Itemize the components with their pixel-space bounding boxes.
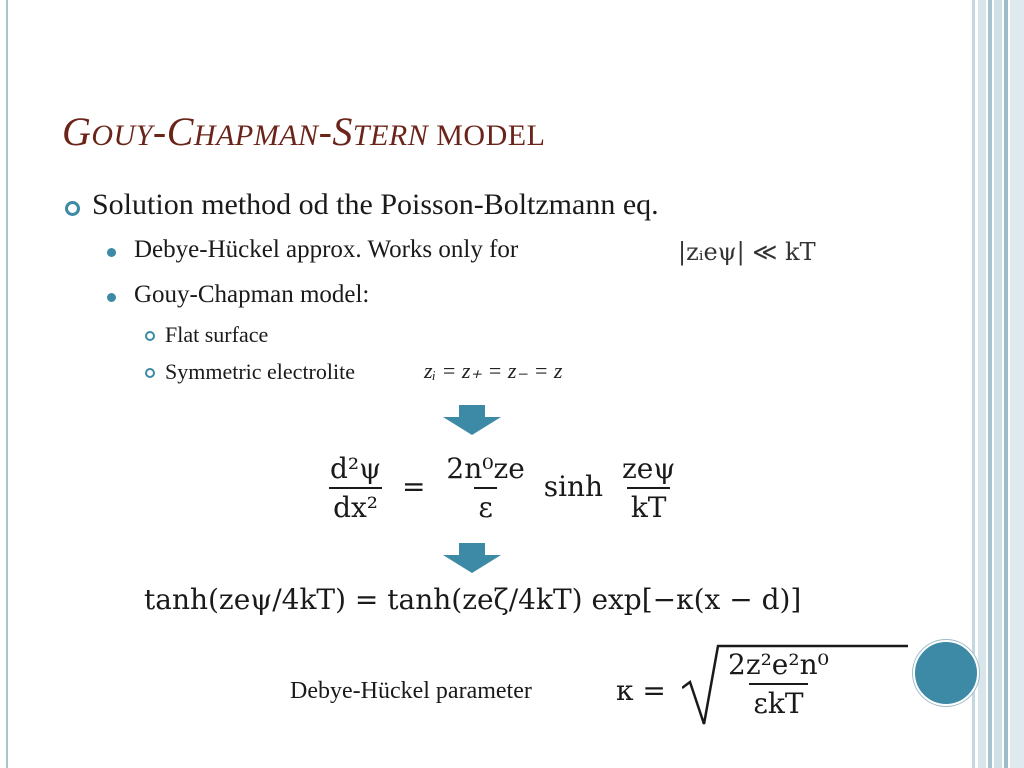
decorative-circle — [913, 640, 979, 706]
bullet-symmetric-electrolite: Symmetric electrolite — [165, 359, 355, 384]
fraction-rhs: $\frac{\text{2n⁰ze}}{\varepsilon}$ — [446, 452, 525, 524]
right-stripe — [1010, 0, 1024, 768]
gouy-chapman-solution-equation: tanh(zeψ/4kT) = tanh(zeζ/4kT) exp[−κ(x − d)] — [144, 583, 802, 616]
ring-bullet-icon — [65, 201, 80, 216]
debye-huckel-parameter-label: Debye-Hückel parameter — [290, 678, 532, 704]
symmetric-formula: zᵢ = z₊ = z₋ = z — [424, 358, 563, 383]
bullet-solution-method: Solution method od the Poisson-Boltzmann eq. — [92, 188, 659, 221]
down-arrow-icon — [443, 405, 501, 435]
right-stripe — [988, 0, 992, 768]
fraction-kappa: 2z²e²n⁰ εkT — [728, 648, 829, 720]
down-arrow-icon — [443, 543, 501, 573]
right-stripe — [994, 0, 1002, 768]
fraction-lhs: $\frac{\text{d²ψ}}{\text{dx²}}$ — [330, 452, 382, 524]
slide: GOUY-CHAPMAN-STERN MODEL Solution method od the Poisson-Boltzmann eq. Debye-Hückel approx. Works only for |zᵢeψ| ≪ kT Gouy-Chapman model: Flat surface Symmetric electrolite zᵢ = z₊ = z₋ = z $\frac{\text{d²ψ}}{\text{dx²}}$ = $\frac{\text{2n⁰ze}}{\varepsilon}$ sinh $\frac{\text{zeψ}}{kT}$ tanh(zeψ/4kT) = tanh(zeζ/4kT) exp[−κ(x − d)] Debye-Hückel parameter κ = 2z²e²n⁰ εkT — [0, 0, 1024, 768]
right-stripe — [1004, 0, 1008, 768]
left-frame-line — [6, 0, 8, 768]
right-stripe — [978, 0, 986, 768]
dot-bullet-icon — [107, 293, 116, 302]
debye-condition-formula: |zᵢeψ| ≪ kT — [678, 238, 816, 266]
fraction-sinh-arg: $\frac{\text{zeψ}}{kT}$ — [622, 452, 676, 524]
bullet-gouy-chapman: Gouy-Chapman model: — [134, 281, 370, 308]
ring-bullet-icon — [145, 368, 155, 378]
dot-bullet-icon — [107, 248, 116, 257]
bullet-flat-surface: Flat surface — [165, 322, 269, 347]
slide-title: GOUY-CHAPMAN-STERN MODEL — [62, 109, 546, 154]
bullet-debye-huckel: Debye-Hückel approx. Works only for — [134, 236, 519, 263]
ring-bullet-icon — [145, 331, 155, 341]
poisson-boltzmann-equation: $\frac{\text{d²ψ}}{\text{dx²}}$ = $\frac{\text{2n⁰ze}}{\varepsilon}$ sinh $\frac{\text{zeψ}}{kT}$ — [326, 452, 679, 524]
